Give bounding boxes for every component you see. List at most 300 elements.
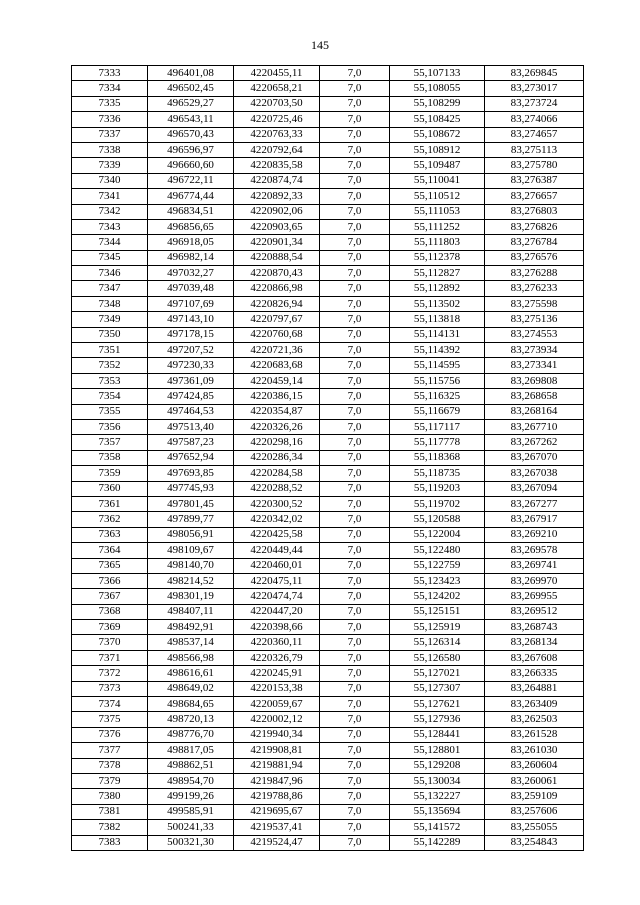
point-number-cell: 7355 bbox=[72, 404, 148, 419]
point-number-cell: 7351 bbox=[72, 343, 148, 358]
coordinates-table bbox=[71, 65, 584, 851]
value-cell: 7,0 bbox=[320, 512, 390, 527]
value-cell: 7,0 bbox=[320, 496, 390, 511]
longitude-cell: 83,259109 bbox=[485, 789, 584, 804]
x-coordinate-cell: 499199,26 bbox=[148, 789, 234, 804]
value-cell: 7,0 bbox=[320, 266, 390, 281]
point-number-cell: 7359 bbox=[72, 466, 148, 481]
table-row bbox=[72, 466, 584, 481]
value-cell: 7,0 bbox=[320, 820, 390, 835]
x-coordinate-cell: 497207,52 bbox=[148, 343, 234, 358]
longitude-cell: 83,276576 bbox=[485, 250, 584, 265]
longitude-cell: 83,275780 bbox=[485, 158, 584, 173]
value-cell: 7,0 bbox=[320, 604, 390, 619]
longitude-cell: 83,267917 bbox=[485, 512, 584, 527]
x-coordinate-cell: 497361,09 bbox=[148, 373, 234, 388]
value-cell: 7,0 bbox=[320, 327, 390, 342]
x-coordinate-cell: 498649,02 bbox=[148, 681, 234, 696]
table-row bbox=[72, 158, 584, 173]
point-number-cell: 7383 bbox=[72, 835, 148, 850]
y-coordinate-cell: 4220683,68 bbox=[234, 358, 320, 373]
latitude-cell: 55,129208 bbox=[390, 758, 485, 773]
longitude-cell: 83,275598 bbox=[485, 296, 584, 311]
point-number-cell: 7353 bbox=[72, 373, 148, 388]
y-coordinate-cell: 4220298,16 bbox=[234, 435, 320, 450]
table-row bbox=[72, 543, 584, 558]
point-number-cell: 7381 bbox=[72, 804, 148, 819]
value-cell: 7,0 bbox=[320, 712, 390, 727]
point-number-cell: 7357 bbox=[72, 435, 148, 450]
value-cell: 7,0 bbox=[320, 127, 390, 142]
point-number-cell: 7373 bbox=[72, 681, 148, 696]
table-row bbox=[72, 235, 584, 250]
longitude-cell: 83,262503 bbox=[485, 712, 584, 727]
table-row bbox=[72, 250, 584, 265]
latitude-cell: 55,108425 bbox=[390, 112, 485, 127]
longitude-cell: 83,267070 bbox=[485, 450, 584, 465]
longitude-cell: 83,269741 bbox=[485, 558, 584, 573]
longitude-cell: 83,269845 bbox=[485, 66, 584, 81]
point-number-cell: 7369 bbox=[72, 620, 148, 635]
value-cell: 7,0 bbox=[320, 312, 390, 327]
value-cell: 7,0 bbox=[320, 789, 390, 804]
value-cell: 7,0 bbox=[320, 96, 390, 111]
longitude-cell: 83,269578 bbox=[485, 543, 584, 558]
point-number-cell: 7343 bbox=[72, 219, 148, 234]
y-coordinate-cell: 4220901,34 bbox=[234, 235, 320, 250]
latitude-cell: 55,112378 bbox=[390, 250, 485, 265]
value-cell: 7,0 bbox=[320, 727, 390, 742]
latitude-cell: 55,127307 bbox=[390, 681, 485, 696]
table-row bbox=[72, 96, 584, 111]
x-coordinate-cell: 496982,14 bbox=[148, 250, 234, 265]
value-cell: 7,0 bbox=[320, 66, 390, 81]
x-coordinate-cell: 497424,85 bbox=[148, 389, 234, 404]
x-coordinate-cell: 498056,91 bbox=[148, 527, 234, 542]
longitude-cell: 83,274553 bbox=[485, 327, 584, 342]
value-cell: 7,0 bbox=[320, 404, 390, 419]
x-coordinate-cell: 497178,15 bbox=[148, 327, 234, 342]
x-coordinate-cell: 498407,11 bbox=[148, 604, 234, 619]
longitude-cell: 83,263409 bbox=[485, 697, 584, 712]
latitude-cell: 55,128801 bbox=[390, 743, 485, 758]
point-number-cell: 7338 bbox=[72, 142, 148, 157]
point-number-cell: 7347 bbox=[72, 281, 148, 296]
y-coordinate-cell: 4220398,66 bbox=[234, 620, 320, 635]
point-number-cell: 7342 bbox=[72, 204, 148, 219]
point-number-cell: 7344 bbox=[72, 235, 148, 250]
x-coordinate-cell: 497039,48 bbox=[148, 281, 234, 296]
point-number-cell: 7336 bbox=[72, 112, 148, 127]
y-coordinate-cell: 4220703,50 bbox=[234, 96, 320, 111]
x-coordinate-cell: 498862,51 bbox=[148, 758, 234, 773]
longitude-cell: 83,276803 bbox=[485, 204, 584, 219]
latitude-cell: 55,111252 bbox=[390, 219, 485, 234]
latitude-cell: 55,108912 bbox=[390, 142, 485, 157]
latitude-cell: 55,122759 bbox=[390, 558, 485, 573]
x-coordinate-cell: 498109,67 bbox=[148, 543, 234, 558]
y-coordinate-cell: 4220888,54 bbox=[234, 250, 320, 265]
point-number-cell: 7378 bbox=[72, 758, 148, 773]
value-cell: 7,0 bbox=[320, 81, 390, 96]
coordinates-table-body bbox=[72, 66, 584, 851]
latitude-cell: 55,110512 bbox=[390, 189, 485, 204]
y-coordinate-cell: 4220449,44 bbox=[234, 543, 320, 558]
y-coordinate-cell: 4220658,21 bbox=[234, 81, 320, 96]
y-coordinate-cell: 4220903,65 bbox=[234, 219, 320, 234]
latitude-cell: 55,108055 bbox=[390, 81, 485, 96]
point-number-cell: 7364 bbox=[72, 543, 148, 558]
x-coordinate-cell: 497513,40 bbox=[148, 419, 234, 434]
table-row bbox=[72, 204, 584, 219]
longitude-cell: 83,269955 bbox=[485, 589, 584, 604]
point-number-cell: 7376 bbox=[72, 727, 148, 742]
longitude-cell: 83,267710 bbox=[485, 419, 584, 434]
x-coordinate-cell: 498140,70 bbox=[148, 558, 234, 573]
table-row bbox=[72, 758, 584, 773]
y-coordinate-cell: 4220059,67 bbox=[234, 697, 320, 712]
point-number-cell: 7349 bbox=[72, 312, 148, 327]
latitude-cell: 55,107133 bbox=[390, 66, 485, 81]
table-row bbox=[72, 573, 584, 588]
x-coordinate-cell: 496570,43 bbox=[148, 127, 234, 142]
point-number-cell: 7333 bbox=[72, 66, 148, 81]
y-coordinate-cell: 4219908,81 bbox=[234, 743, 320, 758]
latitude-cell: 55,132227 bbox=[390, 789, 485, 804]
point-number-cell: 7368 bbox=[72, 604, 148, 619]
latitude-cell: 55,108299 bbox=[390, 96, 485, 111]
x-coordinate-cell: 496722,11 bbox=[148, 173, 234, 188]
point-number-cell: 7354 bbox=[72, 389, 148, 404]
latitude-cell: 55,122480 bbox=[390, 543, 485, 558]
latitude-cell: 55,109487 bbox=[390, 158, 485, 173]
longitude-cell: 83,276657 bbox=[485, 189, 584, 204]
latitude-cell: 55,126314 bbox=[390, 635, 485, 650]
table-row bbox=[72, 66, 584, 81]
x-coordinate-cell: 498817,05 bbox=[148, 743, 234, 758]
x-coordinate-cell: 496660,60 bbox=[148, 158, 234, 173]
latitude-cell: 55,114392 bbox=[390, 343, 485, 358]
latitude-cell: 55,127936 bbox=[390, 712, 485, 727]
x-coordinate-cell: 496856,65 bbox=[148, 219, 234, 234]
x-coordinate-cell: 496596,97 bbox=[148, 142, 234, 157]
value-cell: 7,0 bbox=[320, 697, 390, 712]
table-row bbox=[72, 296, 584, 311]
point-number-cell: 7350 bbox=[72, 327, 148, 342]
table-row bbox=[72, 81, 584, 96]
y-coordinate-cell: 4220342,02 bbox=[234, 512, 320, 527]
value-cell: 7,0 bbox=[320, 235, 390, 250]
longitude-cell: 83,276387 bbox=[485, 173, 584, 188]
table-row bbox=[72, 419, 584, 434]
longitude-cell: 83,255055 bbox=[485, 820, 584, 835]
value-cell: 7,0 bbox=[320, 773, 390, 788]
y-coordinate-cell: 4220386,15 bbox=[234, 389, 320, 404]
table-row bbox=[72, 620, 584, 635]
x-coordinate-cell: 496774,44 bbox=[148, 189, 234, 204]
y-coordinate-cell: 4220425,58 bbox=[234, 527, 320, 542]
longitude-cell: 83,276784 bbox=[485, 235, 584, 250]
value-cell: 7,0 bbox=[320, 142, 390, 157]
table-row bbox=[72, 527, 584, 542]
value-cell: 7,0 bbox=[320, 466, 390, 481]
x-coordinate-cell: 496401,08 bbox=[148, 66, 234, 81]
longitude-cell: 83,267277 bbox=[485, 496, 584, 511]
x-coordinate-cell: 496529,27 bbox=[148, 96, 234, 111]
latitude-cell: 55,141572 bbox=[390, 820, 485, 835]
y-coordinate-cell: 4220835,58 bbox=[234, 158, 320, 173]
longitude-cell: 83,261030 bbox=[485, 743, 584, 758]
table-row bbox=[72, 266, 584, 281]
point-number-cell: 7363 bbox=[72, 527, 148, 542]
value-cell: 7,0 bbox=[320, 650, 390, 665]
value-cell: 7,0 bbox=[320, 250, 390, 265]
table-row bbox=[72, 820, 584, 835]
longitude-cell: 83,267038 bbox=[485, 466, 584, 481]
table-row bbox=[72, 127, 584, 142]
x-coordinate-cell: 498684,65 bbox=[148, 697, 234, 712]
point-number-cell: 7337 bbox=[72, 127, 148, 142]
latitude-cell: 55,127621 bbox=[390, 697, 485, 712]
table-row bbox=[72, 727, 584, 742]
y-coordinate-cell: 4220792,64 bbox=[234, 142, 320, 157]
value-cell: 7,0 bbox=[320, 296, 390, 311]
longitude-cell: 83,257606 bbox=[485, 804, 584, 819]
longitude-cell: 83,269512 bbox=[485, 604, 584, 619]
y-coordinate-cell: 4220300,52 bbox=[234, 496, 320, 511]
latitude-cell: 55,116325 bbox=[390, 389, 485, 404]
y-coordinate-cell: 4219524,47 bbox=[234, 835, 320, 850]
y-coordinate-cell: 4220002,12 bbox=[234, 712, 320, 727]
point-number-cell: 7335 bbox=[72, 96, 148, 111]
point-number-cell: 7345 bbox=[72, 250, 148, 265]
y-coordinate-cell: 4220288,52 bbox=[234, 481, 320, 496]
longitude-cell: 83,267608 bbox=[485, 650, 584, 665]
longitude-cell: 83,269970 bbox=[485, 573, 584, 588]
latitude-cell: 55,118735 bbox=[390, 466, 485, 481]
longitude-cell: 83,274657 bbox=[485, 127, 584, 142]
table-row bbox=[72, 712, 584, 727]
value-cell: 7,0 bbox=[320, 681, 390, 696]
latitude-cell: 55,108672 bbox=[390, 127, 485, 142]
y-coordinate-cell: 4219881,94 bbox=[234, 758, 320, 773]
latitude-cell: 55,118368 bbox=[390, 450, 485, 465]
point-number-cell: 7367 bbox=[72, 589, 148, 604]
y-coordinate-cell: 4220725,46 bbox=[234, 112, 320, 127]
latitude-cell: 55,142289 bbox=[390, 835, 485, 850]
table-row bbox=[72, 835, 584, 850]
longitude-cell: 83,260604 bbox=[485, 758, 584, 773]
point-number-cell: 7374 bbox=[72, 697, 148, 712]
latitude-cell: 55,122004 bbox=[390, 527, 485, 542]
point-number-cell: 7366 bbox=[72, 573, 148, 588]
point-number-cell: 7375 bbox=[72, 712, 148, 727]
longitude-cell: 83,261528 bbox=[485, 727, 584, 742]
point-number-cell: 7365 bbox=[72, 558, 148, 573]
value-cell: 7,0 bbox=[320, 343, 390, 358]
value-cell: 7,0 bbox=[320, 173, 390, 188]
longitude-cell: 83,274066 bbox=[485, 112, 584, 127]
longitude-cell: 83,276288 bbox=[485, 266, 584, 281]
y-coordinate-cell: 4220721,36 bbox=[234, 343, 320, 358]
table-row bbox=[72, 804, 584, 819]
x-coordinate-cell: 500241,33 bbox=[148, 820, 234, 835]
x-coordinate-cell: 498566,98 bbox=[148, 650, 234, 665]
y-coordinate-cell: 4220460,01 bbox=[234, 558, 320, 573]
value-cell: 7,0 bbox=[320, 281, 390, 296]
value-cell: 7,0 bbox=[320, 435, 390, 450]
table-row bbox=[72, 773, 584, 788]
point-number-cell: 7334 bbox=[72, 81, 148, 96]
table-row bbox=[72, 743, 584, 758]
x-coordinate-cell: 497652,94 bbox=[148, 450, 234, 465]
point-number-cell: 7360 bbox=[72, 481, 148, 496]
longitude-cell: 83,268134 bbox=[485, 635, 584, 650]
point-number-cell: 7361 bbox=[72, 496, 148, 511]
latitude-cell: 55,112827 bbox=[390, 266, 485, 281]
table-row bbox=[72, 358, 584, 373]
value-cell: 7,0 bbox=[320, 481, 390, 496]
point-number-cell: 7377 bbox=[72, 743, 148, 758]
point-number-cell: 7358 bbox=[72, 450, 148, 465]
y-coordinate-cell: 4220459,14 bbox=[234, 373, 320, 388]
table-row bbox=[72, 343, 584, 358]
latitude-cell: 55,135694 bbox=[390, 804, 485, 819]
longitude-cell: 83,273017 bbox=[485, 81, 584, 96]
x-coordinate-cell: 497745,93 bbox=[148, 481, 234, 496]
value-cell: 7,0 bbox=[320, 835, 390, 850]
value-cell: 7,0 bbox=[320, 804, 390, 819]
y-coordinate-cell: 4219847,96 bbox=[234, 773, 320, 788]
latitude-cell: 55,111053 bbox=[390, 204, 485, 219]
y-coordinate-cell: 4220760,68 bbox=[234, 327, 320, 342]
x-coordinate-cell: 497587,23 bbox=[148, 435, 234, 450]
longitude-cell: 83,275113 bbox=[485, 142, 584, 157]
y-coordinate-cell: 4220354,87 bbox=[234, 404, 320, 419]
table-row bbox=[72, 435, 584, 450]
point-number-cell: 7371 bbox=[72, 650, 148, 665]
value-cell: 7,0 bbox=[320, 219, 390, 234]
y-coordinate-cell: 4220763,33 bbox=[234, 127, 320, 142]
x-coordinate-cell: 498776,70 bbox=[148, 727, 234, 742]
x-coordinate-cell: 498301,19 bbox=[148, 589, 234, 604]
table-row bbox=[72, 666, 584, 681]
longitude-cell: 83,268164 bbox=[485, 404, 584, 419]
longitude-cell: 83,273934 bbox=[485, 343, 584, 358]
table-row bbox=[72, 281, 584, 296]
longitude-cell: 83,268658 bbox=[485, 389, 584, 404]
table-row bbox=[72, 589, 584, 604]
table-row bbox=[72, 312, 584, 327]
latitude-cell: 55,113818 bbox=[390, 312, 485, 327]
table-row bbox=[72, 496, 584, 511]
value-cell: 7,0 bbox=[320, 758, 390, 773]
point-number-cell: 7341 bbox=[72, 189, 148, 204]
longitude-cell: 83,273724 bbox=[485, 96, 584, 111]
y-coordinate-cell: 4220245,91 bbox=[234, 666, 320, 681]
table-row bbox=[72, 219, 584, 234]
value-cell: 7,0 bbox=[320, 189, 390, 204]
y-coordinate-cell: 4220866,98 bbox=[234, 281, 320, 296]
latitude-cell: 55,127021 bbox=[390, 666, 485, 681]
value-cell: 7,0 bbox=[320, 743, 390, 758]
y-coordinate-cell: 4220874,74 bbox=[234, 173, 320, 188]
table-row bbox=[72, 635, 584, 650]
point-number-cell: 7356 bbox=[72, 419, 148, 434]
latitude-cell: 55,125919 bbox=[390, 620, 485, 635]
latitude-cell: 55,119702 bbox=[390, 496, 485, 511]
latitude-cell: 55,130034 bbox=[390, 773, 485, 788]
value-cell: 7,0 bbox=[320, 389, 390, 404]
longitude-cell: 83,268743 bbox=[485, 620, 584, 635]
y-coordinate-cell: 4220475,11 bbox=[234, 573, 320, 588]
latitude-cell: 55,119203 bbox=[390, 481, 485, 496]
latitude-cell: 55,123423 bbox=[390, 573, 485, 588]
point-number-cell: 7382 bbox=[72, 820, 148, 835]
latitude-cell: 55,111803 bbox=[390, 235, 485, 250]
longitude-cell: 83,264881 bbox=[485, 681, 584, 696]
latitude-cell: 55,120588 bbox=[390, 512, 485, 527]
table-row bbox=[72, 327, 584, 342]
point-number-cell: 7372 bbox=[72, 666, 148, 681]
y-coordinate-cell: 4220474,74 bbox=[234, 589, 320, 604]
table-row bbox=[72, 481, 584, 496]
y-coordinate-cell: 4220447,20 bbox=[234, 604, 320, 619]
longitude-cell: 83,275136 bbox=[485, 312, 584, 327]
longitude-cell: 83,254843 bbox=[485, 835, 584, 850]
table-row bbox=[72, 173, 584, 188]
table-row bbox=[72, 558, 584, 573]
latitude-cell: 55,117778 bbox=[390, 435, 485, 450]
latitude-cell: 55,125151 bbox=[390, 604, 485, 619]
value-cell: 7,0 bbox=[320, 573, 390, 588]
point-number-cell: 7362 bbox=[72, 512, 148, 527]
latitude-cell: 55,113502 bbox=[390, 296, 485, 311]
x-coordinate-cell: 496502,45 bbox=[148, 81, 234, 96]
point-number-cell: 7340 bbox=[72, 173, 148, 188]
value-cell: 7,0 bbox=[320, 620, 390, 635]
value-cell: 7,0 bbox=[320, 543, 390, 558]
x-coordinate-cell: 497693,85 bbox=[148, 466, 234, 481]
x-coordinate-cell: 498214,52 bbox=[148, 573, 234, 588]
table-row bbox=[72, 681, 584, 696]
longitude-cell: 83,266335 bbox=[485, 666, 584, 681]
y-coordinate-cell: 4220360,11 bbox=[234, 635, 320, 650]
y-coordinate-cell: 4220455,11 bbox=[234, 66, 320, 81]
longitude-cell: 83,260061 bbox=[485, 773, 584, 788]
y-coordinate-cell: 4220902,06 bbox=[234, 204, 320, 219]
latitude-cell: 55,126580 bbox=[390, 650, 485, 665]
latitude-cell: 55,110041 bbox=[390, 173, 485, 188]
latitude-cell: 55,117117 bbox=[390, 419, 485, 434]
y-coordinate-cell: 4220284,58 bbox=[234, 466, 320, 481]
x-coordinate-cell: 497464,53 bbox=[148, 404, 234, 419]
x-coordinate-cell: 496543,11 bbox=[148, 112, 234, 127]
value-cell: 7,0 bbox=[320, 635, 390, 650]
y-coordinate-cell: 4219788,86 bbox=[234, 789, 320, 804]
table-row bbox=[72, 142, 584, 157]
point-number-cell: 7352 bbox=[72, 358, 148, 373]
x-coordinate-cell: 497899,77 bbox=[148, 512, 234, 527]
value-cell: 7,0 bbox=[320, 112, 390, 127]
table-row bbox=[72, 450, 584, 465]
point-number-cell: 7346 bbox=[72, 266, 148, 281]
x-coordinate-cell: 498954,70 bbox=[148, 773, 234, 788]
x-coordinate-cell: 498720,13 bbox=[148, 712, 234, 727]
longitude-cell: 83,276233 bbox=[485, 281, 584, 296]
table-row bbox=[72, 389, 584, 404]
x-coordinate-cell: 497032,27 bbox=[148, 266, 234, 281]
